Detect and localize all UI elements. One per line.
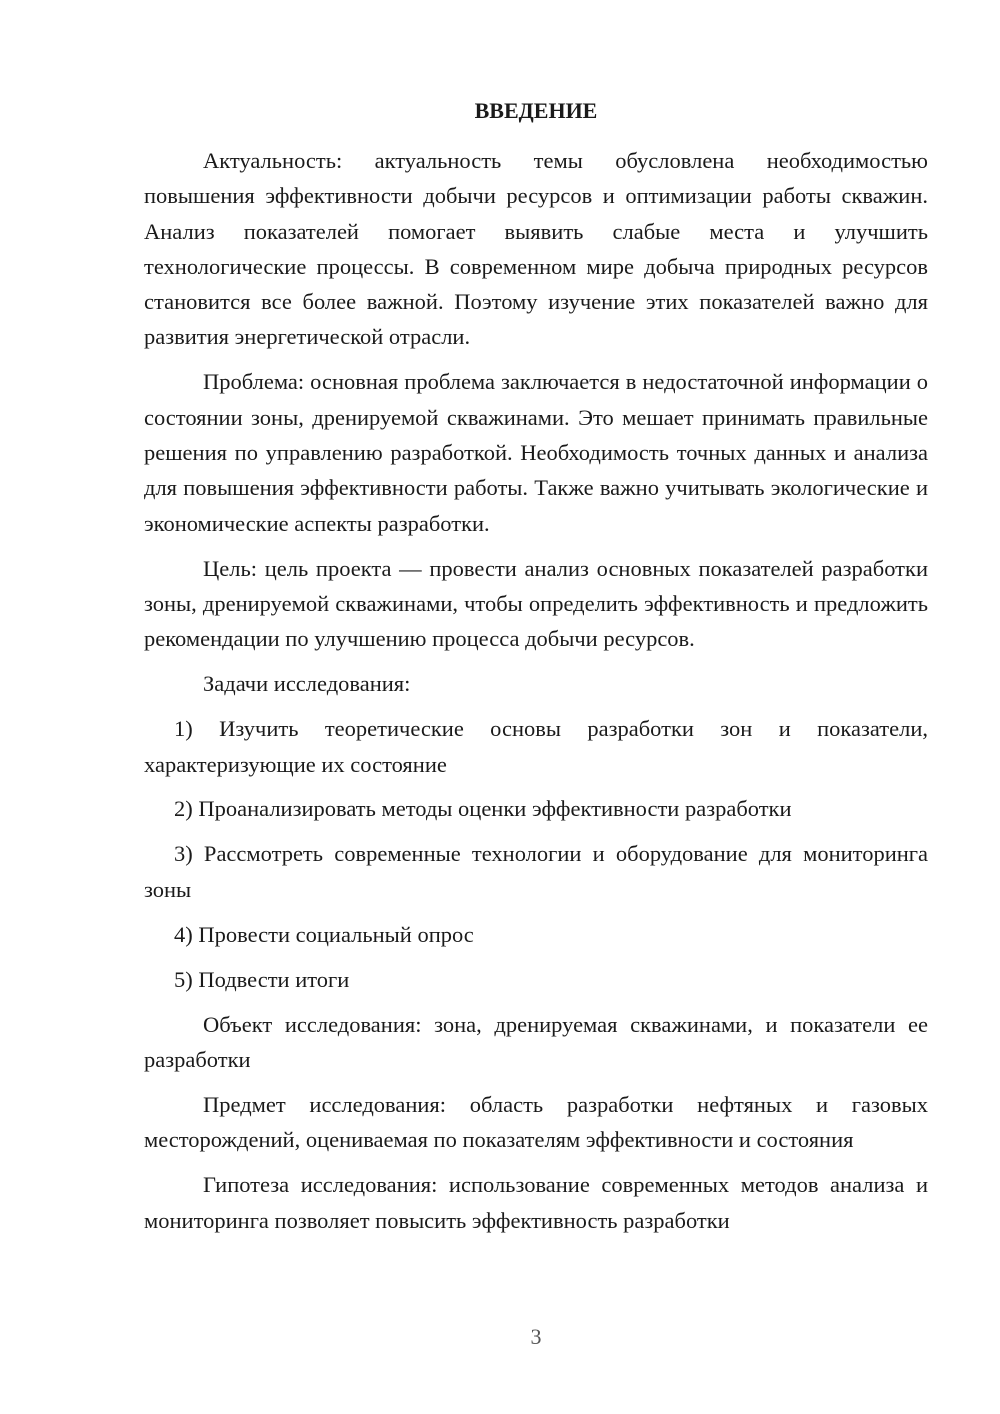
- page-title: ВВЕДЕНИЕ: [474, 98, 598, 123]
- tasks-heading: Задачи исследования:: [203, 671, 411, 697]
- document-page: [144, 0, 928, 1414]
- task-item-5: 5) Подвести итоги: [174, 966, 350, 992]
- page-number: 3: [530, 1324, 542, 1349]
- task-item-3: 3) Рассмотреть современные технологии и оборудование для мониторинга зоны: [144, 841, 928, 902]
- paragraph-subject: Предмет исследования: область разработки нефтяных и газовых месторождений, оцениваемая по показателям эффективности и состояния: [144, 1092, 928, 1153]
- document-body: [144, 143, 928, 1238]
- paragraph-hypothesis: Гипотеза исследования: использование современных методов анализа и мониторинга позволяет повысить эффективность разработки: [144, 1172, 928, 1233]
- task-item-1: 1) Изучить теоретические основы разработки зон и показатели, характеризующие их состояние: [144, 716, 928, 777]
- task-item-2: 2) Проанализировать методы оценки эффективности разработки: [174, 796, 792, 822]
- paragraph-problem: Проблема: основная проблема заключается в недостаточной информации о состоянии зоны, дренируемой скважинами. Это мешает принимать правильные решения по управлению разработкой. Необходимость точных данных и анализа для повышения эффективности работы. Также важно учитывать экологические и экономические аспекты разработки.: [144, 369, 928, 536]
- paragraph-goal: Цель: цель проекта — провести анализ основных показателей разработки зоны, дренируемой скважинами, чтобы определить эффективность и предложить рекомендации по улучшению процесса добычи ресурсов.: [144, 555, 928, 652]
- task-item-4: 4) Провести социальный опрос: [174, 921, 474, 947]
- paragraph-relevance: Актуальность: актуальность темы обусловлена необходимостью повышения эффективности добычи ресурсов и оптимизации работы скважин. Анализ показателей помогает выявить слабые места и улучшить технологические процессы. В современном мире добыча природных ресурсов становится все более важной. Поэтому изучение этих показателей важно для развития энергетической отрасли.: [144, 148, 928, 350]
- paragraph-object: Объект исследования: зона, дренируемая скважинами, и показатели ее разработки: [144, 1011, 928, 1073]
